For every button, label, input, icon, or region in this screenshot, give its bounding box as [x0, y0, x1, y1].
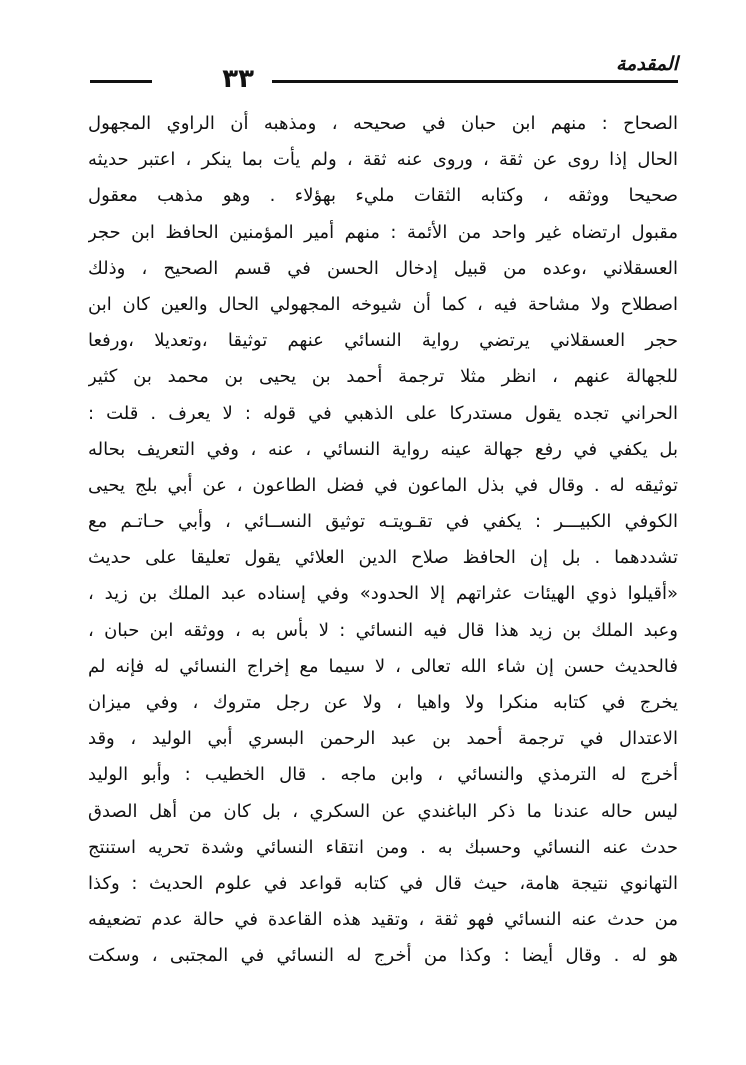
text-line: الصحاح : منهم ابن حبان في صحيحه ، ومذهبه أن الراوي المجهول — [88, 113, 678, 134]
text-line: يخرج في كتابه منكرا ولا واهيا ، ولا عن رجل متروك ، وفي ميزان — [88, 692, 678, 713]
text-line: اصطلاح ولا مشاحة فيه ، كما أن شيوخه المجهولي الحال والعين كان ابن — [88, 293, 678, 315]
text-line: فالحديث حسن إن شاء الله تعالى ، لا سيما مع إخراج النسائي له فإنه لم — [88, 655, 678, 677]
page-number: ٣٣ — [222, 64, 254, 94]
text-line: حدث عنه النسائي وحسبك به . ومن انتقاء النسائي وشدة تحريه استنتج — [88, 836, 678, 858]
text-line: الحراني تجده يقول مستدركا على الذهبي في قوله : لا يعرف . قلت : — [88, 402, 678, 424]
text-line: بل يكفي في رفع جهالة عينه رواية النسائي ، عنه ، وفي التعريف بحاله — [88, 438, 678, 460]
text-line: أخرج له الترمذي والنسائي ، وابن ماجه . قال الخطيب : وأبو الوليد — [88, 764, 678, 786]
text-line: تشددهما . بل إن الحافظ صلاح الدين العلائي يقول تعليقا على حديث — [88, 547, 678, 569]
text-line: صحيحا ووثقه ، وكتابه الثقات مليء بهؤلاء . وهو مذهب معقول — [88, 185, 678, 207]
text-line: للجهالة عنهم ، انظر مثلا ترجمة أحمد بن يحيى بن محمد بن كثير — [88, 366, 678, 388]
text-line: «أقيلوا ذوي الهيئات عثراتهم إلا الحدود» وفي إسناده عبد الملك بن زيد ، — [88, 583, 678, 605]
text-line: التهانوي نتيجة هامة، حيث قال في كتابه قواعد في علوم الحديث : وكذا — [88, 872, 678, 894]
text-line: العسقلاني ،وعده من قبيل إدخال الحسن في قسم الصحيح ، وذلك — [88, 257, 678, 279]
text-line: حجر العسقلاني يرتضي رواية النسائي عنهم توثيقا ،وتعديلا ،ورفعا — [88, 330, 678, 352]
page-header — [84, 50, 678, 94]
running-title: المقدمة — [615, 53, 678, 75]
text-line: هو له . وقال أيضا : وكذا من أخرج له النسائي في المجتبى ، وسكت — [88, 945, 678, 967]
text-line: مقبول ارتضاه غير واحد من الأئمة : منهم أمير المؤمنين الحافظ ابن حجر — [88, 221, 678, 243]
text-line: توثيقه له . وقال في بذل الماعون في فضل الطاعون ، عن أبي بلج يحيى — [88, 474, 678, 496]
text-line: الاعتدال في ترجمة أحمد بن عبد الرحمن البسري أبي الوليد ، وقد — [88, 728, 678, 750]
body-text — [88, 106, 678, 975]
text-line: من حدث عنه النسائي فهو ثقة ، وتقيد هذه القاعدة في حالة عدم تضعيفه — [88, 909, 678, 931]
header-rule-left — [90, 80, 152, 83]
header-rule-right — [272, 80, 678, 83]
text-line: وعبد الملك بن زيد هذا قال فيه النسائي : لا بأس به ، ووثقه ابن حبان ، — [88, 619, 678, 641]
text-line: الحال إذا روى عن ثقة ، وروى عنه ثقة ، ولم يأت بما ينكر ، اعتبر حديثه — [88, 149, 678, 171]
text-line: ليس حاله عندنا ما ذكر الباغندي عن السكري ، بل كان من أهل الصدق — [88, 800, 678, 822]
text-line: الكوفي الكبيـــر : يكفي في تقـويتـه توثيق النســائي ، وأبي حـاتـم مع — [88, 511, 678, 533]
